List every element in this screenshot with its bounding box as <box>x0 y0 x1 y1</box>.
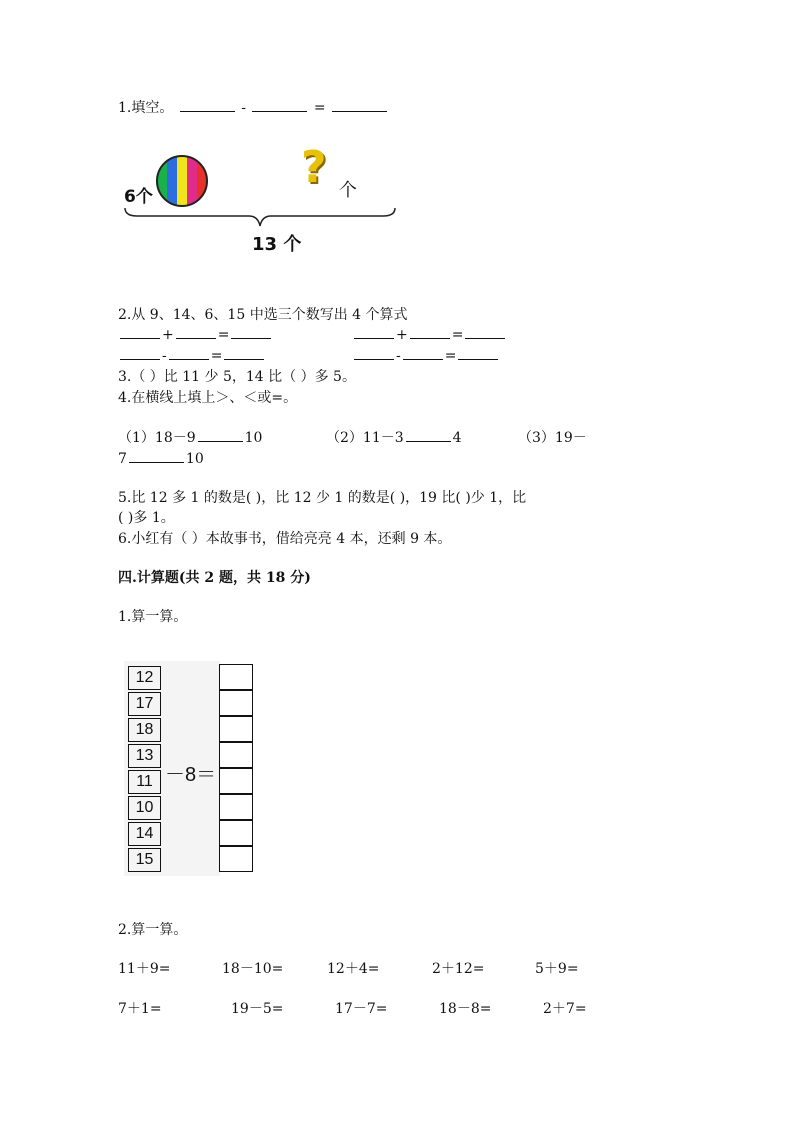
minus-sign: - <box>162 348 167 364</box>
q2-expr-4 <box>352 345 500 364</box>
number-cell: 15 <box>128 848 161 872</box>
number-cell: 18 <box>128 718 161 742</box>
plus-sign: + <box>162 327 174 343</box>
q2-blank[interactable] <box>403 345 443 360</box>
answer-box[interactable] <box>219 820 253 846</box>
q1-blank-3[interactable] <box>332 97 387 112</box>
brace-icon <box>123 206 398 230</box>
equals-sign: = <box>451 327 464 343</box>
figure-left-label: 6个 <box>124 187 153 207</box>
q2-blank[interactable] <box>458 345 498 360</box>
q1-minus: - <box>241 100 246 116</box>
answer-box[interactable] <box>219 690 253 716</box>
calc2-title: 2.算一算。 <box>118 922 188 938</box>
q4-item1-expr: （1）18－9 <box>118 430 196 446</box>
section-title: 四.计算题(共 2 题，共 18 分) <box>118 570 311 586</box>
q2-blank[interactable] <box>176 324 216 339</box>
calc-problem: 12＋4= <box>327 961 380 977</box>
q2-blank[interactable] <box>231 324 271 339</box>
q3-text: 3.（ ）比 11 少 5，14 比（ ）多 5。 <box>118 369 356 385</box>
answer-box[interactable] <box>219 846 253 872</box>
q1-prefix: 1.填空。 <box>118 100 174 116</box>
number-column <box>128 666 161 874</box>
q4-item-2 <box>326 427 462 447</box>
equals-sign: = <box>210 348 223 364</box>
q4-item3-expr: 7 <box>118 451 127 467</box>
q1-blank-2[interactable] <box>252 97 307 112</box>
answer-box[interactable] <box>219 742 253 768</box>
equals-sign: = <box>444 348 457 364</box>
q5-line-2: ( )多 1。 <box>118 510 175 526</box>
q2-blank[interactable] <box>120 345 160 360</box>
figure-total-label: 13 个 <box>252 234 302 255</box>
q2-blank[interactable] <box>224 345 264 360</box>
q2-blank[interactable] <box>354 324 394 339</box>
answer-box[interactable] <box>219 664 253 690</box>
equals-sign: = <box>217 327 230 343</box>
calc-problem: 17－7= <box>335 1001 388 1017</box>
q2-expr-2 <box>352 324 507 343</box>
answer-box[interactable] <box>219 768 253 794</box>
number-cell: 17 <box>128 692 161 716</box>
q4-item-3b <box>118 448 204 467</box>
calc1-operator: －8＝ <box>165 764 217 786</box>
q2-blank[interactable] <box>465 324 505 339</box>
calc-problem: 2＋7= <box>543 1001 587 1017</box>
q5-line-1: 5.比 12 多 1 的数是( )，比 12 少 1 的数是( )，19 比( )少 1，比 <box>118 490 527 506</box>
number-cell: 13 <box>128 744 161 768</box>
calc-problem: 5＋9= <box>535 961 579 977</box>
answer-column <box>219 664 253 874</box>
answer-box[interactable] <box>219 794 253 820</box>
q4-blank[interactable] <box>198 427 243 442</box>
q6-text: 6.小红有（ ）本故事书，借给亮亮 4 本，还剩 9 本。 <box>118 531 452 547</box>
calc1-title: 1.算一算。 <box>118 609 188 625</box>
number-cell: 14 <box>128 822 161 846</box>
calc-problem: 7＋1= <box>118 1001 162 1017</box>
q4-blank[interactable] <box>129 448 184 463</box>
q2-blank[interactable] <box>410 324 450 339</box>
q2-blank[interactable] <box>354 345 394 360</box>
q2-blank[interactable] <box>169 345 209 360</box>
q4-item2-value: 4 <box>452 430 462 446</box>
q4-item-1 <box>118 427 262 447</box>
number-cell: 11 <box>128 770 161 794</box>
calc-problem: 2＋12= <box>432 961 485 977</box>
q4-item1-value: 10 <box>244 430 263 446</box>
q2-expr-3 <box>118 345 266 364</box>
q1-equals: = <box>313 100 326 116</box>
q1-blank-1[interactable] <box>180 97 235 112</box>
q4-item2-expr: （2）11－3 <box>326 430 404 446</box>
q2-prompt: 2.从 9、14、6、15 中选三个数写出 4 个算式 <box>118 307 408 323</box>
q2-expr-1 <box>118 324 273 343</box>
calc-problem: 18－8= <box>439 1001 492 1017</box>
q4-blank[interactable] <box>406 427 451 442</box>
q4-title: 4.在横线上填上＞、＜或=。 <box>118 390 298 406</box>
q4-item3-value: 10 <box>185 451 204 467</box>
calc-problem: 19－5= <box>231 1001 284 1017</box>
ball-icon <box>155 154 209 208</box>
figure-right-label: 个 <box>339 180 357 201</box>
number-cell: 12 <box>128 666 161 690</box>
q4-item-3a: （3）19－ <box>518 430 587 446</box>
minus-sign: - <box>396 348 401 364</box>
question-mark-icon: ? <box>301 142 327 193</box>
calc-problem: 18－10= <box>222 961 284 977</box>
plus-sign: + <box>396 327 408 343</box>
number-cell: 10 <box>128 796 161 820</box>
q2-blank[interactable] <box>120 324 160 339</box>
calc-problem: 11＋9= <box>118 961 171 977</box>
answer-box[interactable] <box>219 716 253 742</box>
q1-line <box>118 97 389 117</box>
